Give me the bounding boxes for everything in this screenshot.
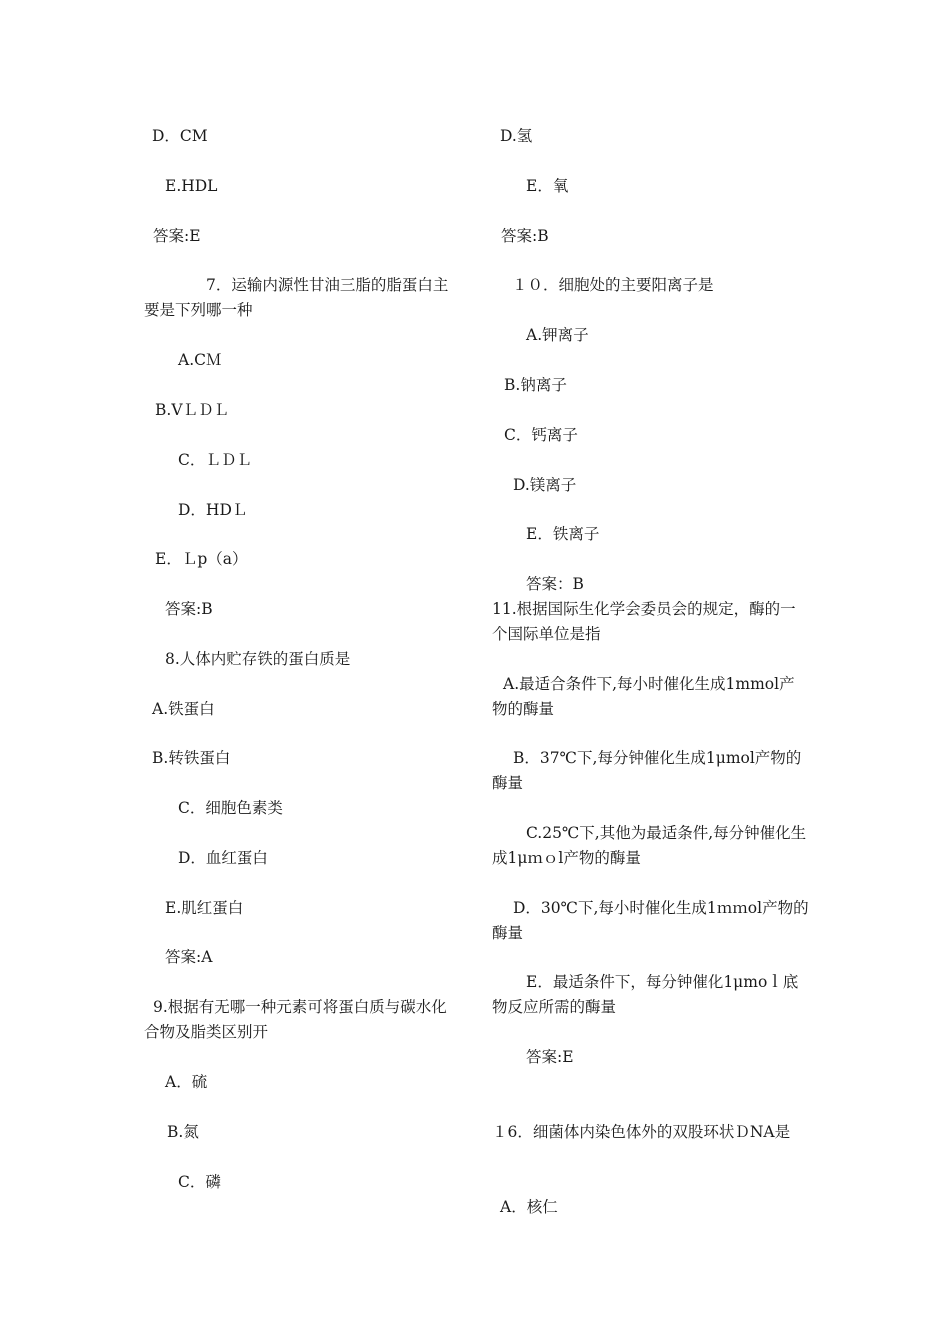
option-e: E.HDL [165, 177, 218, 195]
option-a: A.钾离子 [526, 326, 589, 344]
option-e: E.肌红蛋白 [165, 899, 244, 917]
option-a: A．核仁 [500, 1198, 558, 1216]
option-a: A.铁蛋白 [152, 700, 215, 718]
option-c: C．细胞色素类 [178, 799, 283, 817]
option-d: D.镁离子 [513, 476, 577, 494]
option-d: D．HDＬ [178, 501, 248, 519]
option-a: A.CＭ [178, 351, 222, 369]
option-a: A．硫 [165, 1073, 208, 1091]
option-c: C．磷 [178, 1173, 221, 1191]
question-16: １6．细菌体内染色体外的双股环状ＤNA是 [492, 1123, 791, 1141]
option-b: B.氮 [167, 1123, 199, 1141]
answer: 答案:B [501, 227, 549, 245]
option-e: E．氧 [526, 177, 569, 195]
question-9: 9.根据有无哪一种元素可将蛋白质与碳水化合物及脂类区别开 [144, 998, 447, 1041]
answer: 答案：B [526, 575, 584, 593]
option-c: C．ＬＤＬ [178, 451, 252, 469]
option-b: B.钠离子 [504, 376, 567, 394]
option-c: C.25℃下,其他为最适条件,每分钟催化生成1μｍｏl产物的酶量 [492, 824, 807, 867]
option-d: D．CM [152, 127, 208, 145]
question-8: 8.人体内贮存铁的蛋白质是 [165, 650, 351, 668]
option-e: E．最适条件下，每分钟催化1μmoｌ底物反应所需的酶量 [492, 973, 799, 1016]
option-d: D．血红蛋白 [178, 849, 268, 867]
question-11: 11.根据国际生化学会委员会的规定，酶的一个国际单位是指 [492, 600, 796, 643]
option-b: B.转铁蛋白 [152, 749, 231, 767]
option-e: E．铁离子 [526, 525, 600, 543]
option-b: B.VＬＤＬ [155, 401, 230, 419]
option-a: A.最适合条件下,每小时催化生成1mmol产物的酶量 [492, 675, 795, 718]
answer: 答案:E [526, 1048, 574, 1066]
answer: 答案:E [153, 227, 201, 245]
option-b: B．37℃下,每分钟催化生成1μmol产物的酶量 [492, 749, 802, 792]
question-7: 7．运输内源性甘油三脂的脂蛋白主要是下列哪一种 [144, 276, 449, 319]
option-e: E．Ｌp（a） [155, 550, 248, 568]
option-d: D．30℃下,每小时催化生成1ｍｍol产物的酶量 [492, 899, 809, 942]
option-d: D.氢 [500, 127, 533, 145]
answer: 答案:B [165, 600, 213, 618]
option-c: C．钙离子 [504, 426, 578, 444]
answer: 答案:A [165, 948, 213, 966]
question-10: １０．细胞处的主要阳离子是 [512, 276, 714, 294]
